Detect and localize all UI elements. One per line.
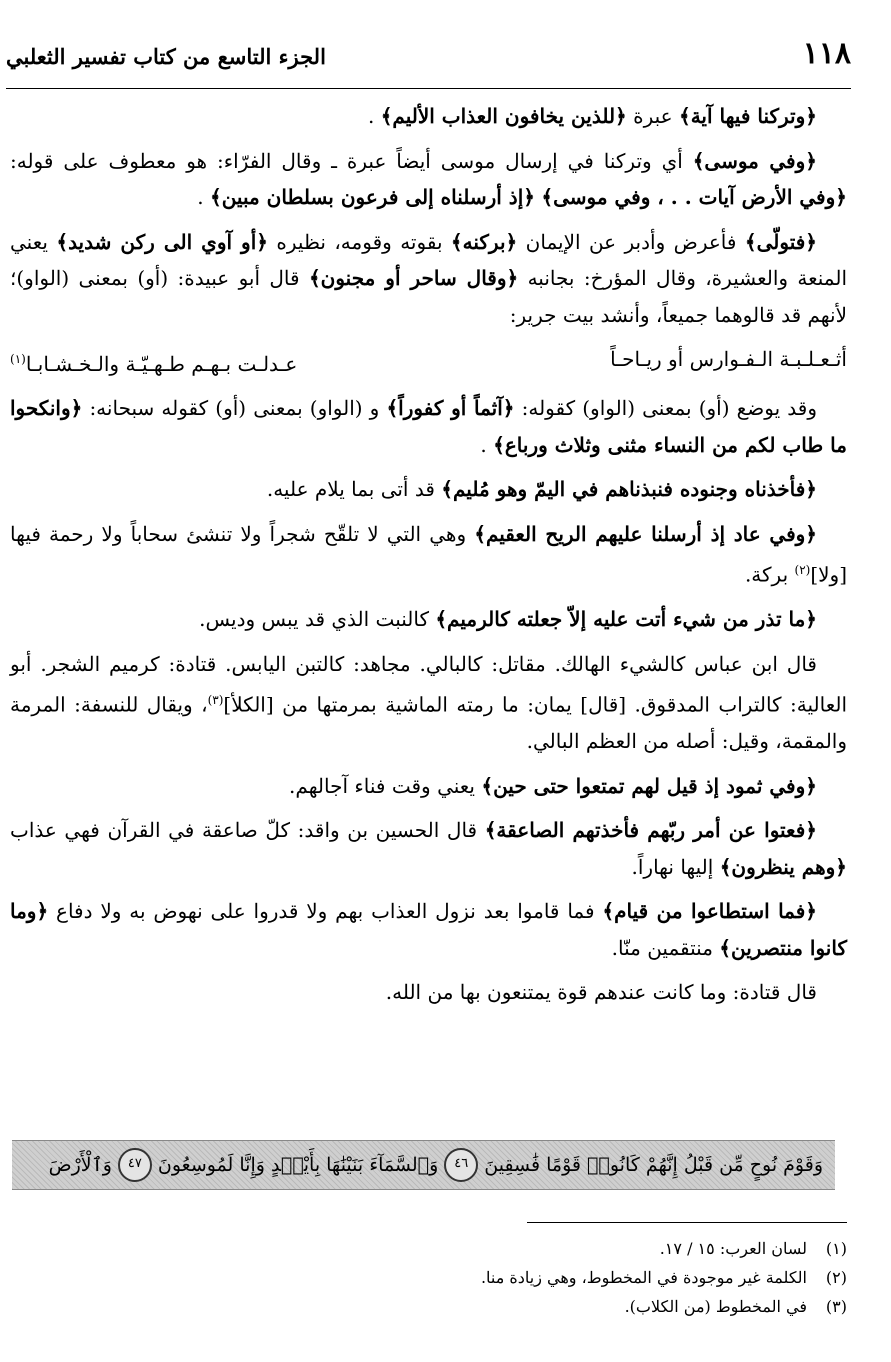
verse-second-hemistich: عـدلـت بـهـم طـهـيّـة والـخـشـابـا [25,351,298,376]
text-span: . [480,432,494,457]
paragraph-9 [10,768,847,805]
text-span: عبرة [626,104,679,128]
footnote-ref: (٢) [794,563,811,578]
quran-quote: ﴿أو آوي الى ركن شديد﴾ [56,229,268,254]
paragraph-12 [10,974,847,1011]
quran-quote: ﴿وفي موسى﴾ [692,148,817,173]
quran-quote: ﴿فأخذناه وجنوده فنبذناهم في اليمّ وهو مُليم﴾ [441,477,817,502]
quran-quote: ﴿للذين يخافون العذاب الأليم﴾ [380,104,627,128]
footnote-ref: (١) [10,352,26,366]
quran-quote: ﴿وفي عاد إذ أرسلنا عليهم الريح العقيم﴾ [474,521,818,546]
footnote-text: في المخطوط (من الكلاب). [624,1297,807,1316]
quran-text-band [12,1140,835,1190]
text-span: . [367,104,381,128]
footnotes [40,1234,847,1321]
quran-segment: وَٱلسَّمَآءَ بَنَيْنَٰهَا بِأَيْي۟دٍ وَإِنَّا لَمُوسِعُونَ [157,1154,439,1176]
text-span: قال قتادة: وما كانت عندهم قوة يمتنعون بها من الله. [385,980,817,1005]
text-span: قد أتى بما يلام عليه. [266,477,442,502]
paragraph-11 [10,893,847,966]
text-span: قال ابن عباس كالشيء الهالك. مقاتل: كالبالي. مجاهد: كالتبن اليابس. قتادة: كرميم الشجر. أبو العالية: كالتراب المدقوق. [قال] يمان: ما رمته الماشية بمرمتها من [الكلأ] [10,651,847,717]
text-span: وهي التي لا تلقّح شجراً ولا تنشئ سحاباً ولا رحمة فيها [ولا] [10,521,847,587]
text-span: أي وتركنا في إرسال موسى أيضاً عبرة ـ وقال الفرّاء: هو معطوف على قوله: [10,148,693,173]
quran-quote: ﴿بركنه﴾ [450,229,518,254]
ayah-number-marker: ٤٦ [444,1148,478,1182]
footnote [40,1292,847,1321]
quran-quote: ﴿ما تذر من شيء أتت عليه إلاّ جعلته كالرميم﴾ [435,607,817,632]
text-span: كالنبت الذي قد يبس وديس. [199,607,436,632]
text-span: يعني وقت فناء آجالهم. [289,773,482,798]
quran-quote: ﴿وتركنا فيها آية﴾ [678,104,817,128]
text-span: فأعرض وأدبر عن الإيمان [517,229,745,254]
paragraph-10 [10,812,847,885]
paragraph-5 [10,471,847,508]
footnote-text: لسان العرب: ١٥ / ١٧. [659,1239,807,1258]
text-span: بقوته وقومه، نظيره [268,229,451,254]
header-rule [6,88,851,89]
quran-quote: ﴿فما استطاعوا من قيام﴾ [602,899,818,924]
quran-quote: ﴿آثماً أو كفوراً﴾ [386,396,515,421]
text-span: قال الحسين بن واقد: كلّ صاعقة في القرآن فهي عذاب [10,818,485,843]
text-span: فما قاموا بعد نزول العذاب بهم ولا قدروا على نهوض به ولا دفاع [48,899,603,924]
quran-quote: ﴿فعتوا عن أمر ربّهم فأخذتهم الصاعقة﴾ [484,818,817,843]
paragraph-7 [10,601,847,638]
footnote [40,1263,847,1292]
footnote-number: (١) [825,1239,847,1258]
text-span: وقد يوضع (أو) بمعنى (الواو) كقوله: [514,396,817,421]
text-span: بركة. [744,562,795,587]
text-span: قال أبو عبيدة: (أو) بمعنى (الواو)؛ لأنهم قد قالوهما جميعاً، وأنشد بيت جرير: [10,266,847,327]
text-span: ، ويقال للنسفة: المرمة والمقمة، وقيل: أصله من العظم البالي. [10,692,847,754]
commentary-body [10,98,847,1019]
quran-quote: ﴿وهم ينظرون﴾ [719,854,847,879]
text-span: و (الواو) بمعنى (أو) كقوله سبحانه: [82,396,387,421]
footnote-text: الكلمة غير موجودة في المخطوط، وهي زيادة منا. [480,1268,807,1287]
page-header [6,30,851,90]
text-span: منتقمين منّا. [611,935,720,960]
footnote-number: (٣) [825,1297,847,1316]
page-number: ١١٨ [802,36,851,71]
ayah-number-marker: ٤٧ [118,1148,152,1182]
poetry-verse [10,341,847,382]
text-span: إليها نهاراً. [631,854,720,879]
quran-quote: ﴿وانكحوا ما طاب لكم من النساء مثنى وثلاث ورباع﴾ [10,396,847,457]
quran-quote: ﴿فتولّى﴾ [744,229,818,254]
quran-quote: ﴿إذ أرسلناه إلى فرعون بسلطان مبين﴾ [209,185,535,209]
text-span: يعني المنعة والعشيرة، وقال المؤرخ: بجانبه [10,229,847,290]
running-title: الجزء التاسع من كتاب تفسير الثعلبي [6,44,326,69]
footnote-rule [527,1222,847,1223]
quran-segment: وَقَوْمَ نُوحٍ مِّن قَبْلُ إِنَّهُمْ كَانُوا۟ قَوْمًا فَٰسِقِينَ [484,1154,823,1176]
quran-quote: ﴿وفي الأرض آيات . . ، وفي موسى﴾ [541,185,847,209]
verse-second-hemistich-wrap [10,341,297,382]
paragraph-8 [10,646,847,760]
footnote-number: (٢) [825,1268,847,1287]
quran-quote: ﴿وما كانوا منتصرين﴾ [10,899,847,960]
paragraph-4 [10,390,847,463]
quran-segment: وَٱلْأَرْضَ [48,1154,112,1176]
paragraph-3 [10,224,847,334]
footnote-ref: (٣) [207,693,224,708]
footnote [40,1234,847,1263]
paragraph-6 [10,516,847,594]
verse-first-hemistich: أثـعـلـبـة الـفـوارس أو ريـاحـاً [610,347,847,371]
paragraph-2 [10,143,847,216]
text-span: . [197,185,210,209]
quran-quote: ﴿وقال ساحر أو مجنون﴾ [308,266,519,290]
quran-quote: ﴿وفي ثمود إذ قيل لهم تمتعوا حتى حين﴾ [481,773,817,798]
paragraph-1 [10,98,847,135]
